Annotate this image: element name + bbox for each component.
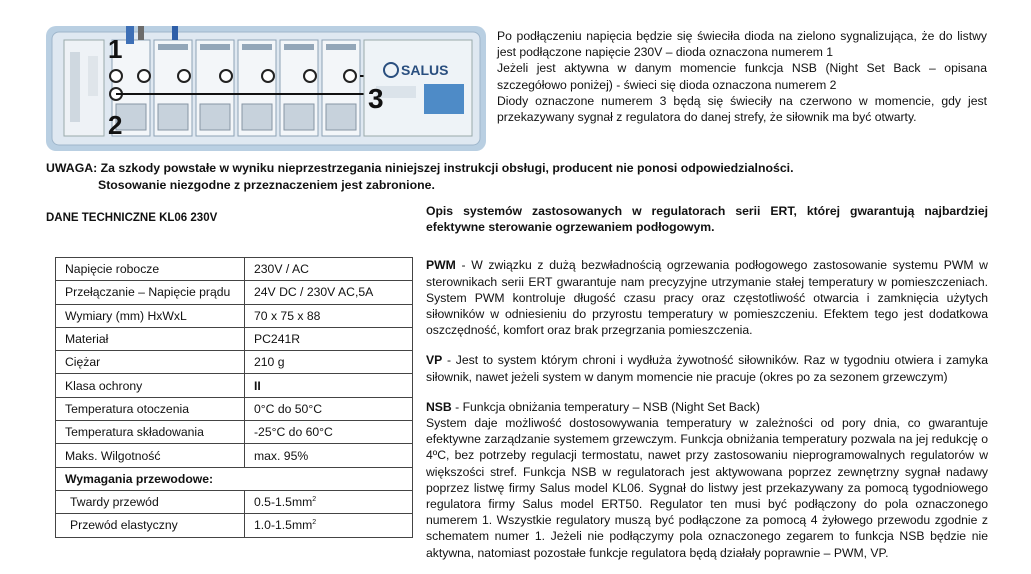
warning-line-1: UWAGA: Za szkody powstałe w wyniku nieprzestrzegania niniejszej instrukcji obsługi, producent nie ponosi odpowiedzialności. <box>46 161 794 175</box>
wiring-center-illustration <box>46 26 486 151</box>
vp-paragraph: VP - Jest to system którym chroni i wydłuża żywotność siłowników. Raz w tygodniu otwiera i zamyka siłownik, nawet jeżeli system w danym momencie nie pracuje (okres po za sezonem grzewczym) <box>426 353 988 384</box>
marker-2: 2 <box>108 110 123 140</box>
nsb-term: NSB <box>426 399 452 414</box>
row-label: Maks. Wilgotność <box>56 444 245 467</box>
systems-heading: Opis systemów zastosowanych w regulatorach serii ERT, której gwarantują najbardziej efektywne sterowanie ogrzewaniem podłogowym. <box>426 204 988 235</box>
intro-p1: Po podłączeniu napięcia będzie się świeciła dioda na zielono sygnalizująca, że do listwy jest podłączone napięcie 230V – dioda oznaczona numerem 1 <box>497 29 987 60</box>
row-label: Temperatura składowania <box>56 421 245 444</box>
row-value: II <box>245 374 413 397</box>
table-row <box>56 281 413 304</box>
marker-3: 3 <box>368 83 384 114</box>
row-label: Materiał <box>56 327 245 350</box>
row-label: Wymiary (mm) HxWxL <box>56 304 245 327</box>
table-row <box>56 421 413 444</box>
systems-description <box>426 203 988 561</box>
row-label: Przewód elastyczny <box>56 514 245 537</box>
table-row <box>56 514 413 537</box>
table-row <box>56 351 413 374</box>
tech-data-table <box>55 257 413 538</box>
row-value: 210 g <box>245 351 413 374</box>
row-value: $0.5-1.5mm^2$ <box>245 490 413 513</box>
table-row <box>56 258 413 281</box>
table-row <box>56 327 413 350</box>
led-description <box>497 28 987 125</box>
salus-logo: SALUS <box>401 62 449 78</box>
row-label: Klasa ochrony <box>56 374 245 397</box>
table-row <box>56 444 413 467</box>
row-label: Temperatura otoczenia <box>56 397 245 420</box>
intro-p3: Diody oznaczone numerem 3 będą się świeciły na czerwono w momencie, gdy jest przekazywany sygnał z regulatora do danej strefy, że siłownik ma być otwarty. <box>497 93 987 125</box>
row-label: Napięcie robocze <box>56 258 245 281</box>
warning-notice <box>46 160 1006 194</box>
row-value: 70 x 75 x 88 <box>245 304 413 327</box>
table-row <box>56 467 413 490</box>
row-value: -25°C do 60°C <box>245 421 413 444</box>
row-value: max. 95% <box>245 444 413 467</box>
marker-1: 1 <box>108 34 123 64</box>
row-value: 24V DC / 230V AC,5A <box>245 281 413 304</box>
pwm-term: PWM <box>426 258 456 273</box>
row-label: Przełączanie – Napięcie prądu <box>56 281 245 304</box>
row-value: 0°C do 50°C <box>245 397 413 420</box>
nsb-paragraph: System daje możliwość dostosowywania temperatury w zależności od pory dnia, co gwarantuje efektywne zarządzanie systemem grzewczym. Funkcja obniżania temperatury pozwala na jej redukcję o 4ºC, bez potrzeby regulacji termostatu, nawet przy zastosowaniu nieprogramowalnych regulatorów w większości stref. Funkcja NSB w regulatorach jest aktywowana poprzez zewnętrzny sygnał nadawy poprzez listwę firmy Salus model KL06. Sygnał do listwy jest przekazywany za pomocą tygodniowego regulatora firmy Salus model ERT50. Regulator ten musi być podłączony do pola oznaczonego numerem 1. Wszystkie regulatory muszą być podłączone za pomocą 4 żyłowego przewodu zgodnie z schematem numer 1. Jeżeli nie podłączymy pola oznaczonego zegarem to funkcja NSB będzie nie aktywna, natomiast pozostałe funkcje regulatora będą działały poprawnie – PWM, VP. <box>426 416 988 560</box>
table-row <box>56 397 413 420</box>
row-value: $1.0-1.5mm^2$ <box>245 514 413 537</box>
row-label: Ciężar <box>56 351 245 374</box>
vp-term: VP <box>426 353 443 368</box>
row-value: 230V / AC <box>245 258 413 281</box>
row-label: Twardy przewód <box>56 490 245 513</box>
table-row <box>56 490 413 513</box>
intro-p2: Jeżeli jest aktywna w danym momencie funkcja NSB (Night Set Back – opisana szczegółowo poniżej) - świeci się dioda oznaczona numerem 2 <box>497 61 987 92</box>
row-value: PC241R <box>245 327 413 350</box>
wiring-header: Wymagania przewodowe: <box>56 467 413 490</box>
table-row <box>56 304 413 327</box>
table-row <box>56 374 413 397</box>
tech-data-title: DANE TECHNICZNE KL06 230V <box>46 212 218 224</box>
nsb-title: NSB - Funkcja obniżania temperatury – NSB (Night Set Back) <box>426 399 760 414</box>
pwm-paragraph: PWM - W związku z dużą bezwładnością ogrzewania podłogowego zastosowanie systemu PWM w sterownikach serii ERT gwarantuje nam precyzyjne utrzymanie stałej temperatury w pomieszczeniach. System PWM kontroluje długość czasu pracy oraz częstotliwość otwarcia i zamknięcia użytych siłowników w odniesieniu do przyrostu temperatury w pomieszczeniu. Efektem tego jest dodatkowa oszczędność, komfort oraz brak przegrzania pomieszczenia. <box>426 258 988 338</box>
warning-line-2: Stosowanie niezgodne z przeznaczeniem jest zabronione. <box>98 178 435 192</box>
